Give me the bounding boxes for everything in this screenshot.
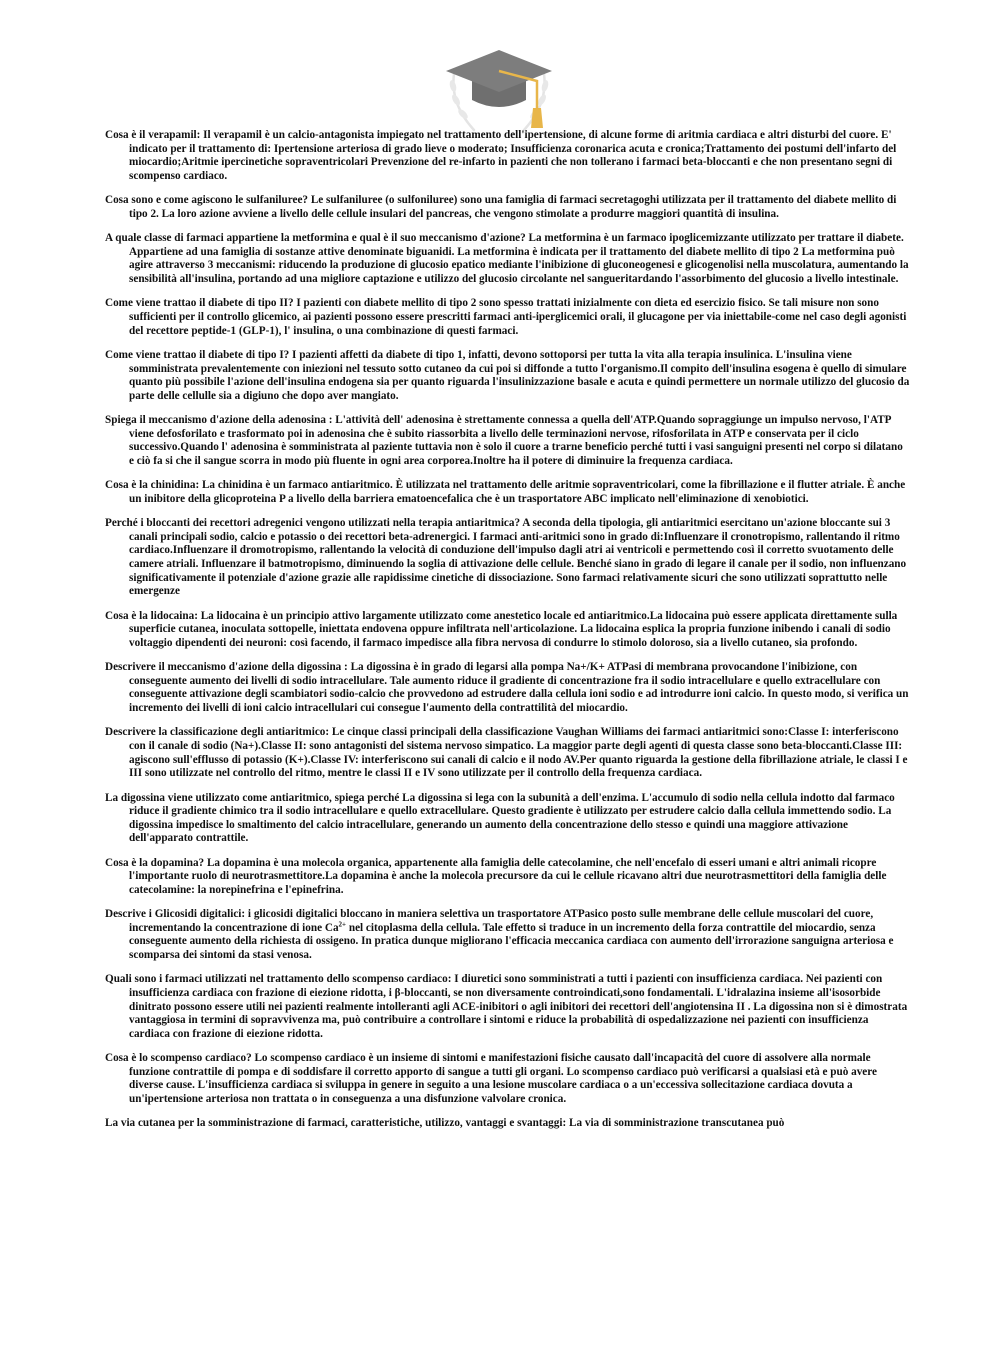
paragraph-digossina-meccanismo: Descrivere il meccanismo d'azione della digossina : La digossina è in grado di legarsi alla pompa Na+/K+ ATPasi di membrana provocandone l'inibizione, con conseguente aumento dei livelli di sodio intracellulare. Tale aumento riduce il gradiente di concentrazione fra il sodio intracellulare e quello extracellulare con conseguente attivazione degli scambiatori sodio-calcio che provvedono ad estrudere dalla cellula ioni sodio e ad introdurre ioni calcio. In questo modo, si verifica un incremento dei livelli di ioni calcio intracellulari cui consegue l'aumento della contrattilità del miocardio.	[105, 661, 909, 714]
paragraph-dopamina: Cosa è la dopamina? La dopamina è una molecola organica, appartenente alla famiglia delle catecolamine, che nell'encefalo di esseri umani e altri animali ricopre l'importante ruolo di neurotrasmettitore.La dopamina è anche la molecola precursore da cui le cellule ricavano altri due neurotrasmettitori della famiglia delle catecolamine: la norepinefrina e l'epinefrina.	[105, 856, 887, 896]
paragraph-adenosina: Spiega il meccanismo d'azione della adenosina : L'attività dell' adenosina è strettamente connessa a quella dell'ATP.Quando sopraggiunge un impulso nervoso, l'ATP viene defosforilato e trasformato poi in adenosina che è subito riassorbita a livello delle terminazioni nervose, rifosforilata in ATP e conservata per il ciclo successivo.Quando l' adenosina è somministrata al paziente tuttavia non è solo il cuore a trarne beneficio perché tutti i vasi sanguigni presenti nel corpo si dilatano e ciò fa si che il sangue scorra in modo più fluente in ogni area corporea.Inoltre ha il potere di diminuire la frequenza cardiaca.	[105, 414, 903, 467]
document-body	[105, 129, 910, 1142]
superscript-charge: 2+	[338, 920, 347, 929]
paragraph-glicosidi-digitalici	[105, 908, 910, 962]
paragraph-sulfaniluree: Cosa sono e come agiscono le sulfaniluree? Le sulfaniluree (o sulfoniluree) sono una famiglia di farmaci secretagoghi utilizzata per il trattamento del diabete mellito di tipo 2. La loro azione avviene a livello delle cellule insulari del pancreas, che vengono stimolate a produrre maggiori quantità di insulina.	[105, 194, 897, 220]
paragraph-via-cutanea: La via cutanea per la somministrazione di farmaci, caratteristiche, utilizzo, vantaggi e svantaggi: La via di somministrazione transcutanea può	[105, 1117, 785, 1130]
paragraph-lidocaina: Cosa è la lidocaina: La lidocaina è un principio attivo largamente utilizzato come anestetico locale ed antiaritmico.La lidocaina può essere applicata direttamente sulla superficie cutanea, inoculata sottopelle, iniettata endovena oppure infiltrata nell'articolazione. La lidocaina esplica la propria funzione inibendo i canali di sodio voltaggio dipendenti dei neuroni: così facendo, il farmaco impedisce alla fibra nervosa di condurre lo stimolo doloroso, sia a livello cutaneo, sia profondo.	[105, 609, 898, 649]
paragraph-text-part: Descrive i Glicosidi digitalici: i glicosidi digitalici bloccano in maniera selettiva un trasportatore ATPasico posto sulle membrane delle cellule muscolari del cuore, incrementando la concentrazione di ione Ca	[105, 908, 874, 934]
paragraph-verapamil: Cosa è il verapamil: Il verapamil è un calcio-antagonista impiegato nel trattamento dell'ipertensione, di alcune forme di aritmia cardiaca e altri disturbi del cuore. E' indicato per il trattamento di: Ipertensione arteriosa di grado lieve o moderato; Insufficienza coronarica acuta e cronica;Trattamento dei postumi dell'infarto del miocardio;Aritmie ipercinetiche sopraventricolari Prevenzione del re-infarto in pazienti che non tollerano i farmaci beta-bloccanti e che non presentano segni di scompenso cardiaco.	[105, 129, 897, 182]
paragraph-chinidina: Cosa è la chinidina: La chinidina è un farmaco antiaritmico. È utilizzata nel trattamento delle aritmie sopraventricolari, come la fibrillazione e il flutter atriale. È anche un inibitore della glicoproteina P a livello della barriera ematoencefalica che è un trasportatore ABC implicato nell'eliminazione di xenobiotici.	[105, 479, 906, 505]
paragraph-scompenso-cardiaco: Cosa è lo scompenso cardiaco? Lo scompenso cardiaco è un insieme di sintomi e manifestazioni fisiche causato dall'incapacità del cuore di assolvere alla normale funzione contrattile di pompa e di soddisfare il corretto apporto di sangue a tutti gli organi. Lo scompenso cardiaco può verificarsi a qualsiasi età e può avere diverse cause. L'insufficienza cardiaca si sviluppa in genere in seguito a una lesione muscolare cardiaca o a un'eccessiva sollecitazione cardiaca dovuta a un'ipertensione arteriosa non trattata o in conseguenza a una disfunzione valvolare cronica.	[105, 1052, 877, 1105]
paragraph-bloccanti-adrenergici: Perché i bloccanti dei recettori adregenici vengono utilizzati nella terapia antiaritmica? A seconda della tipologia, gli antiaritmici esercitano un'azione bloccante sui 3 canali principali sodio, calcio e potassio o dei recettori beta-adrenergici. I farmaci anti-aritmici sono in grado di:Influenzare il cronotropismo, rallentando il ritmo cardiaco.Influenzare il dromotropismo, rallentando la velocità di conduzione dell'impulso dagli atri ai ventricoli e permettendo così il corretto svuotamento delle camere atriali. Influenzare il batmotropismo, diminuendo la soglia di attivazione delle cellule. Benché siano in grado di legare il canale per il sodio, non influenzano significativamente il potenziale d'azione grazie alle rapidissime cinetiche di dissociazione. Sono farmaci relativamente sicuri che sono utilizzati soprattutto nelle emergenze	[105, 517, 907, 598]
paragraph-diabete-tipo-2: Come viene trattao il diabete di tipo II? I pazienti con diabete mellito di tipo 2 sono spesso trattati inizialmente con dieta ed esercizio fisico. Se tali misure non sono sufficienti per il controllo glicemico, ai pazienti possono essere prescritti farmaci anti-iperglicemici orali, il glucagone per via iniettabile-come nel caso degli agonisti del recettore peptide-1 (GLP-1), l' insulina, o una combinazione di questi farmaci.	[105, 297, 907, 337]
paragraph-metformina: A quale classe di farmaci appartiene la metformina e qual è il suo meccanismo d'azione? La metformina è un farmaco ipoglicemizzante utilizzato per trattare il diabete. Appartiene ad una famiglia di sostanze attive denominate biguanidi. La metformina è indicata per il trattamento del diabete mellito di tipo 2 La metformina può agire attraverso 3 meccanismi: riducendo la produzione di glucosio epatico mediante l'inibizione di gluconeogenesi e glicogenolisi nella muscolatura, aumentando la sensibilità all'insulina, portando ad una migliore captazione e utilizzo del glucosio circolante nel sangueritardando l'assorbimento del glucosio a livello intestinale.	[105, 232, 909, 285]
paragraph-text-part: nel citoplasma della cellula. Tale effetto si traduce in un incremento della forza contrattile del miocardio, senza conseguente aumento della richiesta di ossigeno. In pratica dunque migliorano l'efficacia meccanica cardiaca con aumento dell'irrorazione sanguigna arteriosa e scomparsa dei sintomi da stasi venosa.	[129, 921, 894, 962]
paragraph-digossina-antiaritmico: La digossina viene utilizzato come antiaritmico, spiega perché La digossina si lega con la subunità a dell'enzima. L'accumulo di sodio nella cellula indotto dal farmaco riduce il gradiente chimico tra il sodio intracellulare e quello extracellulare. Questo gradiente è utilizzato per estrudere calcio dalla cellula immettendo sodio. La digossina impedisce lo smaltimento del calcio intracellulare, generando un aumento della concentrazione dello stesso e quindi una maggiore attivazione dell'apparato contrattile.	[105, 791, 895, 845]
paragraph-scompenso-farmaci: Quali sono i farmaci utilizzati nel trattamento dello scompenso cardiaco: I diuretici sono somministrati a tutti i pazienti con insufficienza cardiaca. Nei pazienti con insufficienza cardiaca con frazione di eiezione ridotta, i β-bloccanti, se non diversamente controindicati,sono fondamentali. L'idralazina insieme all'isosorbide dinitrato possono essere utili nei pazienti realmente intolleranti agli ACE-inibitori o agli inibitori dei recettori dell'angiotensina II . La digossina non si è dimostrata vantaggiosa in termini di sopravvivenza ma, può contribuire a controllare i sintomi e riduce la probabilità di ospedalizzazione nei pazienti con insufficienza cardiaca con frazione di eiezione ridotta.	[105, 973, 908, 1040]
paragraph-diabete-tipo-1: Come viene trattao il diabete di tipo I? I pazienti affetti da diabete di tipo 1, infatti, devono sottoporsi per tutta la vita alla terapia insulinica. L'insulina viene somministrata prevalentemente con iniezioni nel tessuto sotto cutaneo da cui poi si diffonde a tutto l'organismo.Il compito dell'insulina esogena è quello di simulare quanto più possibile l'azione dell'insulina endogena sia per quanto riguarda l'insulinizzazione basale e acuta e quindi permettere un normale utilizzo del glucosio da parte delle cellulle sia a digiuno che dopo aver mangiato.	[105, 348, 910, 402]
paragraph-classificazione-antiaritmici: Descrivere la classificazione degli antiaritmico: Le cinque classi principali della classificazione Vaughan Williams dei farmaci antiaritmici sono:Classe I: interferiscono con il canale di sodio (Na+).Classe II: sono antagonisti del sistema nervoso simpatico. La maggior parte degli agenti di questa classe sono beta-bloccanti.Classe III: agiscono sull'efflusso di potassio (K+).Classe IV: interferiscono sui canali di calcio e il nodo AV.Per quanto riguarda la gestione della fibrillazione atriale, le classi I e III sono utilizzate nel controllo del ritmo, mentre le classi II e IV sono utilizzate per il controllo della frequenza cardiaca.	[105, 726, 908, 780]
